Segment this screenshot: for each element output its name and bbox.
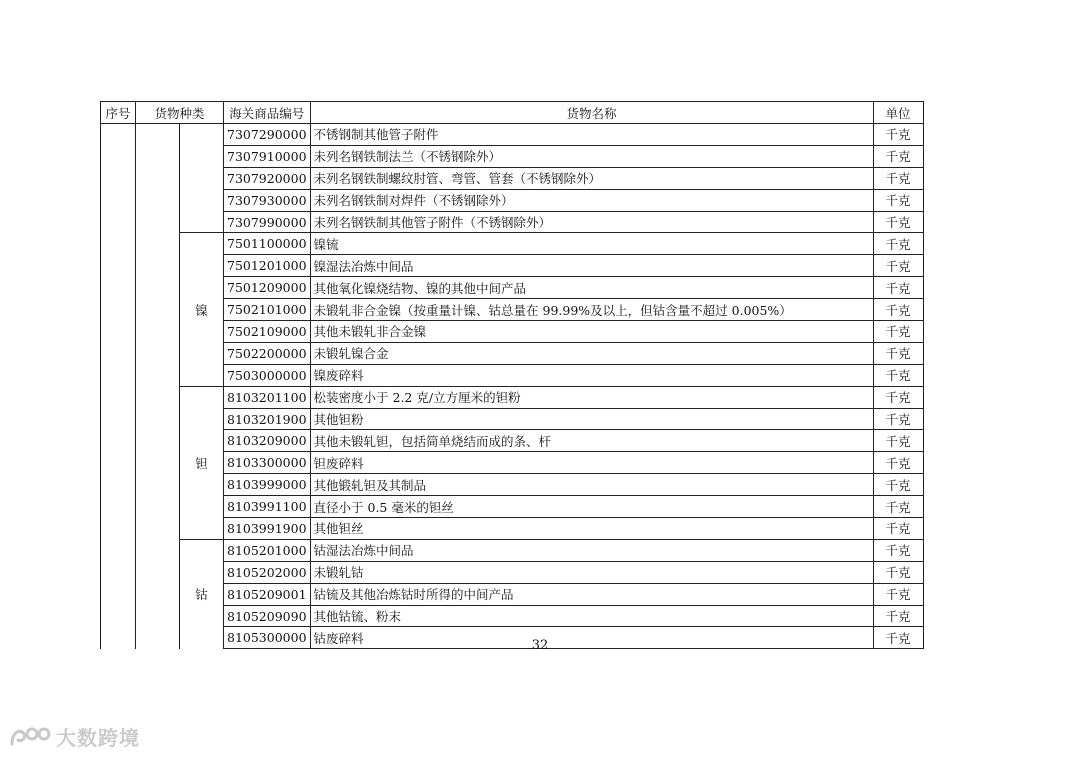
table-row (101, 583, 924, 605)
name-cell: 未锻轧钴 (310, 561, 873, 583)
table-row (101, 364, 924, 386)
unit-cell: 千克 (873, 518, 923, 540)
table-row (101, 277, 924, 299)
unit-cell: 千克 (873, 430, 923, 452)
table-row (101, 561, 924, 583)
code-cell: 7502109000 (224, 321, 311, 343)
name-cell: 其他锻轧钽及其制品 (310, 474, 873, 496)
header-name: 货物名称 (310, 102, 873, 124)
name-cell: 不锈钢制其他管子附件 (310, 124, 873, 146)
unit-cell: 千克 (873, 189, 923, 211)
table-row (101, 167, 924, 189)
code-cell: 8103991900 (224, 518, 311, 540)
code-cell: 8105201000 (224, 539, 311, 561)
name-cell: 未列名钢铁制螺纹肘管、弯管、管套（不锈钢除外） (310, 167, 873, 189)
unit-cell: 千克 (873, 474, 923, 496)
name-cell: 松装密度小于 2.2 克/立方厘米的钽粉 (310, 386, 873, 408)
unit-cell: 千克 (873, 321, 923, 343)
name-cell: 其他钽丝 (310, 518, 873, 540)
table-row (101, 211, 924, 233)
table-row (101, 474, 924, 496)
brand-logo-icon (8, 724, 52, 750)
table-row (101, 539, 924, 561)
unit-cell: 千克 (873, 627, 923, 649)
seq-cell (101, 124, 136, 649)
unit-cell: 千克 (873, 255, 923, 277)
unit-cell: 千克 (873, 539, 923, 561)
name-cell: 钴废碎料 (310, 627, 873, 649)
unit-cell: 千克 (873, 211, 923, 233)
code-cell: 7502200000 (224, 342, 311, 364)
table-row (101, 321, 924, 343)
goods-table (100, 101, 924, 649)
table-row (101, 518, 924, 540)
table-row (101, 124, 924, 146)
code-cell: 8103991100 (224, 496, 311, 518)
table-row (101, 233, 924, 255)
code-cell: 7307990000 (224, 211, 311, 233)
code-cell: 7307920000 (224, 167, 311, 189)
code-cell: 7307290000 (224, 124, 311, 146)
unit-cell: 千克 (873, 561, 923, 583)
subcategory-cell (180, 124, 224, 233)
name-cell: 未列名钢铁制其他管子附件（不锈钢除外） (310, 211, 873, 233)
unit-cell: 千克 (873, 408, 923, 430)
table-row (101, 605, 924, 627)
name-cell: 钴湿法冶炼中间品 (310, 539, 873, 561)
code-cell: 7307910000 (224, 145, 311, 167)
unit-cell: 千克 (873, 452, 923, 474)
header-unit: 单位 (873, 102, 923, 124)
table-body (101, 124, 924, 649)
table-row (101, 496, 924, 518)
code-cell: 7501100000 (224, 233, 311, 255)
table-row (101, 189, 924, 211)
code-cell: 7501201000 (224, 255, 311, 277)
code-cell: 8105209001 (224, 583, 311, 605)
unit-cell: 千克 (873, 299, 923, 321)
name-cell: 其他未锻轧非合金镍 (310, 321, 873, 343)
category-cell (136, 124, 180, 649)
table-row (101, 386, 924, 408)
unit-cell: 千克 (873, 124, 923, 146)
watermark (8, 722, 140, 751)
unit-cell: 千克 (873, 167, 923, 189)
code-cell: 8105209090 (224, 605, 311, 627)
code-cell: 8105202000 (224, 561, 311, 583)
name-cell: 其他氧化镍烧结物、镍的其他中间产品 (310, 277, 873, 299)
name-cell: 未锻轧非合金镍（按重量计镍、钴总量在 99.99%及以上，但钴含量不超过 0.005%） (310, 299, 873, 321)
name-cell: 未列名钢铁制法兰（不锈钢除外） (310, 145, 873, 167)
name-cell: 镍湿法冶炼中间品 (310, 255, 873, 277)
unit-cell: 千克 (873, 605, 923, 627)
subcategory-cell: 镍 (180, 233, 224, 386)
name-cell: 钽废碎料 (310, 452, 873, 474)
name-cell: 直径小于 0.5 毫米的钽丝 (310, 496, 873, 518)
table-row (101, 452, 924, 474)
unit-cell: 千克 (873, 386, 923, 408)
unit-cell: 千克 (873, 496, 923, 518)
subcategory-cell: 钴 (180, 539, 224, 648)
code-cell: 8103209000 (224, 430, 311, 452)
name-cell: 钴锍及其他冶炼钴时所得的中间产品 (310, 583, 873, 605)
name-cell: 其他钴锍、粉末 (310, 605, 873, 627)
watermark-text: 大数跨境 (56, 726, 140, 750)
name-cell: 未锻轧镍合金 (310, 342, 873, 364)
table-row (101, 430, 924, 452)
code-cell: 8103201100 (224, 386, 311, 408)
table-row (101, 299, 924, 321)
unit-cell: 千克 (873, 583, 923, 605)
header-category: 货物种类 (136, 102, 224, 124)
code-cell: 7307930000 (224, 189, 311, 211)
header-code: 海关商品编号 (224, 102, 311, 124)
header-seq: 序号 (101, 102, 136, 124)
table-header-row (101, 102, 924, 124)
unit-cell: 千克 (873, 145, 923, 167)
code-cell: 7501209000 (224, 277, 311, 299)
code-cell: 8103201900 (224, 408, 311, 430)
table-row (101, 255, 924, 277)
subcategory-cell: 钽 (180, 386, 224, 539)
name-cell: 镍废碎料 (310, 364, 873, 386)
table-row (101, 342, 924, 364)
name-cell: 镍锍 (310, 233, 873, 255)
table-row (101, 145, 924, 167)
unit-cell: 千克 (873, 342, 923, 364)
code-cell: 8103999000 (224, 474, 311, 496)
unit-cell: 千克 (873, 277, 923, 299)
name-cell: 未列名钢铁制对焊件（不锈钢除外） (310, 189, 873, 211)
code-cell: 8105300000 (224, 627, 311, 649)
page-number: 32 (531, 638, 549, 653)
code-cell: 7503000000 (224, 364, 311, 386)
table-row (101, 408, 924, 430)
code-cell: 8103300000 (224, 452, 311, 474)
code-cell: 7502101000 (224, 299, 311, 321)
unit-cell: 千克 (873, 364, 923, 386)
name-cell: 其他未锻轧钽，包括简单烧结而成的条、杆 (310, 430, 873, 452)
name-cell: 其他钽粉 (310, 408, 873, 430)
unit-cell: 千克 (873, 233, 923, 255)
